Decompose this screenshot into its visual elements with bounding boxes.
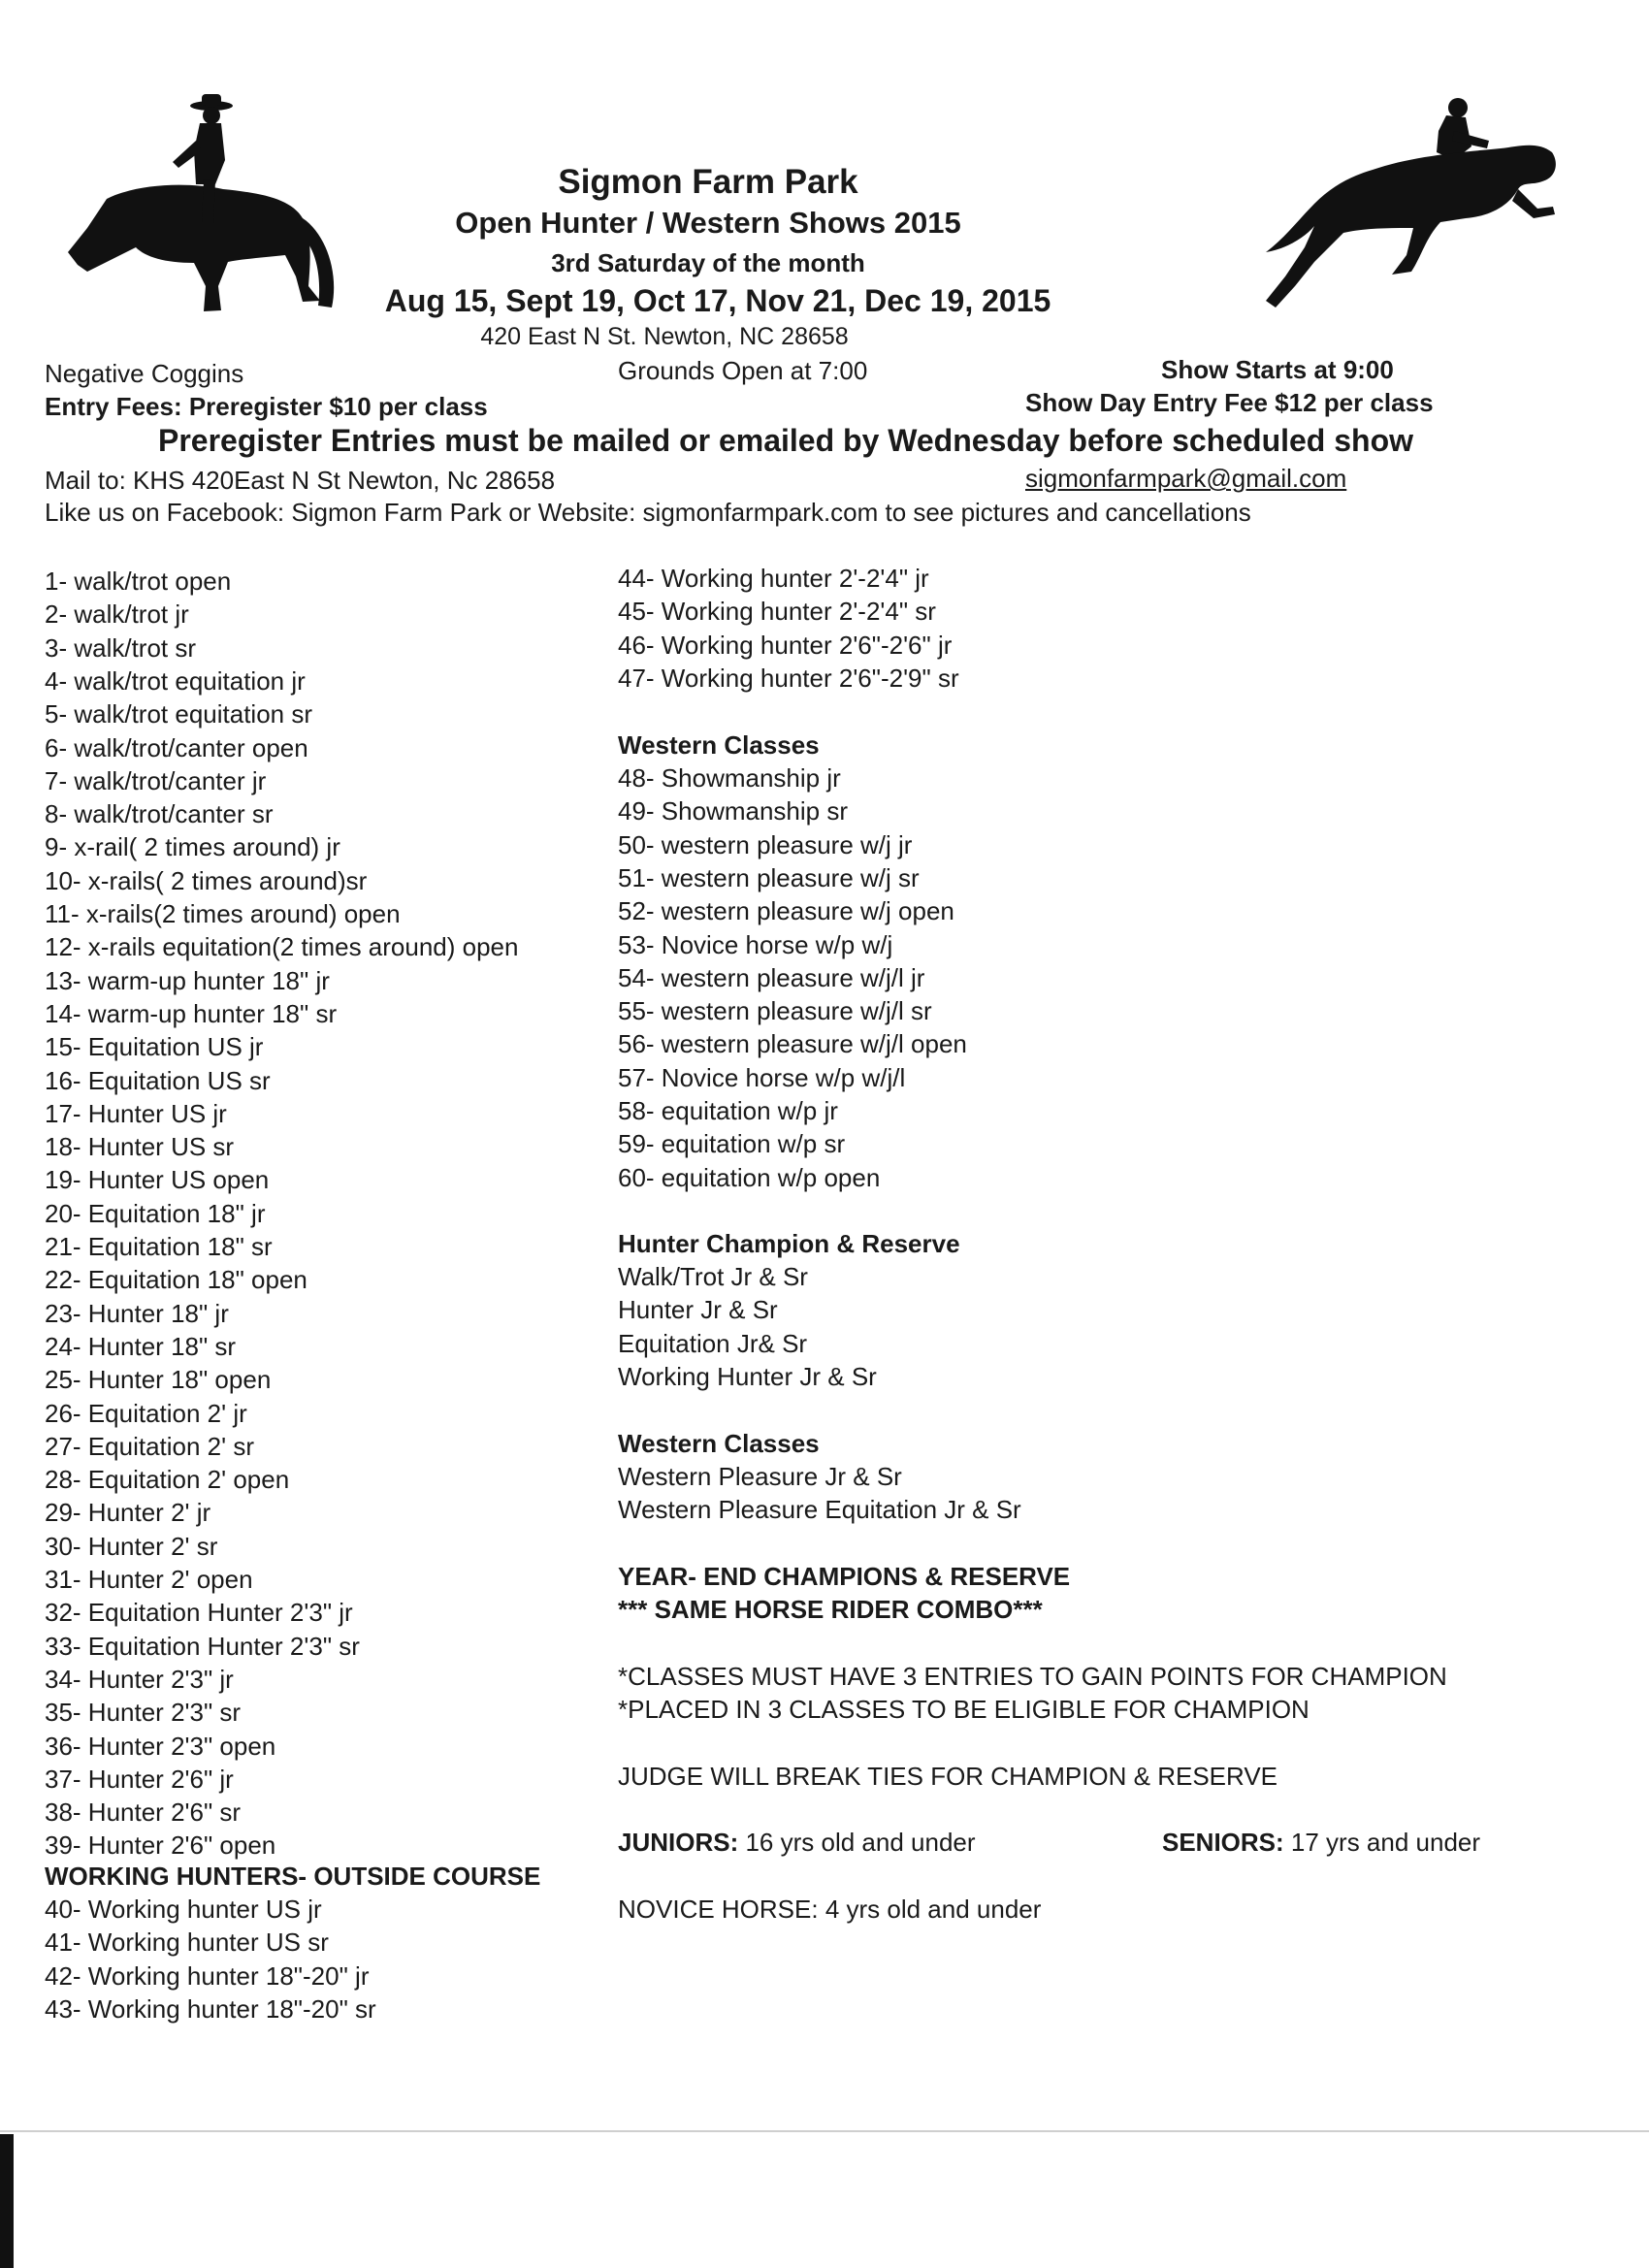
class-item: 54- western pleasure w/j/l jr: [618, 962, 925, 992]
class-item: 47- Working hunter 2'6"-2'9" sr: [618, 663, 959, 693]
class-item: 5- walk/trot equitation sr: [45, 699, 313, 729]
class-item: 25- Hunter 18" open: [45, 1365, 272, 1395]
class-item: 27- Equitation 2' sr: [45, 1431, 254, 1461]
class-item: 48- Showmanship jr: [618, 763, 841, 793]
show-day-fee: Show Day Entry Fee $12 per class: [1025, 388, 1434, 417]
year-end-heading: YEAR- END CHAMPIONS & RESERVE: [618, 1562, 1071, 1591]
class-item: 38- Hunter 2'6" sr: [45, 1798, 242, 1828]
page-bottom-rule: [0, 2130, 1649, 2132]
class-item: 24- Hunter 18" sr: [45, 1331, 237, 1361]
class-item: 8- walk/trot/canter sr: [45, 799, 274, 829]
class-item: 7- walk/trot/canter jr: [45, 765, 267, 795]
class-item: 56- western pleasure w/j/l open: [618, 1029, 967, 1059]
class-item: 32- Equitation Hunter 2'3" jr: [45, 1598, 353, 1628]
class-item: 15- Equitation US jr: [45, 1032, 264, 1062]
judge-ties: JUDGE WILL BREAK TIES FOR CHAMPION & RESERVE: [618, 1762, 1277, 1791]
class-item: 2- walk/trot jr: [45, 599, 189, 630]
western-champion-heading: Western Classes: [618, 1429, 820, 1458]
class-item: 35- Hunter 2'3" sr: [45, 1698, 242, 1728]
class-item: 3- walk/trot sr: [45, 632, 197, 663]
class-item: 4- walk/trot equitation jr: [45, 665, 306, 696]
class-item: 43- Working hunter 18"-20" sr: [45, 1993, 376, 2024]
show-dates: Aug 15, Sept 19, Oct 17, Nov 21, Dec 19, 2015: [384, 283, 1051, 318]
rule-three-entries: *CLASSES MUST HAVE 3 ENTRIES TO GAIN POINTS FOR CHAMPION: [618, 1662, 1447, 1691]
class-item: 11- x-rails(2 times around) open: [45, 899, 401, 928]
western-classes-heading: Western Classes: [618, 730, 820, 760]
class-item: 36- Hunter 2'3" open: [45, 1731, 276, 1761]
class-item: 23- Hunter 18" jr: [45, 1298, 229, 1328]
class-item: 9- x-rail( 2 times around) jr: [45, 832, 340, 862]
class-item: 55- western pleasure w/j/l sr: [618, 996, 932, 1026]
class-item: Walk/Trot Jr & Sr: [618, 1262, 808, 1291]
juniors-text: 16 yrs old and under: [738, 1828, 976, 1857]
page-subtitle: Open Hunter / Western Shows 2015: [455, 206, 961, 240]
class-item: 41- Working hunter US sr: [45, 1928, 329, 1958]
page-title: Sigmon Farm Park: [558, 163, 858, 201]
class-item: 39- Hunter 2'6" open: [45, 1831, 276, 1861]
class-item: 14- warm-up hunter 18" sr: [45, 998, 338, 1028]
juniors-age: [618, 1828, 976, 1858]
class-item: 50- western pleasure w/j jr: [618, 829, 913, 859]
class-item: 37- Hunter 2'6" jr: [45, 1764, 234, 1794]
class-item: 13- warm-up hunter 18" jr: [45, 965, 330, 995]
schedule-note: 3rd Saturday of the month: [551, 248, 865, 277]
class-item: 19- Hunter US open: [45, 1165, 270, 1195]
class-item: Equitation Jr& Sr: [618, 1328, 808, 1358]
class-item: 10- x-rails( 2 times around)sr: [45, 865, 368, 895]
class-item: Working Hunter Jr & Sr: [618, 1361, 877, 1391]
class-item: 16- Equitation US sr: [45, 1065, 271, 1095]
email-link[interactable]: sigmonfarmpark@gmail.com: [1025, 464, 1347, 493]
juniors-label: JUNIORS:: [618, 1828, 739, 1857]
class-item: 51- western pleasure w/j sr: [618, 862, 920, 892]
class-item: 46- Working hunter 2'6"-2'6" jr: [618, 630, 953, 660]
class-item: 49- Showmanship sr: [618, 796, 848, 826]
class-item: 52- western pleasure w/j open: [618, 896, 954, 926]
novice-horse-age: NOVICE HORSE: 4 yrs old and under: [618, 1895, 1042, 1924]
class-item: 12- x-rails equitation(2 times around) open: [45, 932, 519, 962]
class-item: 17- Hunter US jr: [45, 1098, 227, 1128]
class-item: 28- Equitation 2' open: [45, 1465, 290, 1495]
mail-to: Mail to: KHS 420East N St Newton, Nc 28658: [45, 466, 556, 495]
class-item: 26- Equitation 2' jr: [45, 1398, 247, 1428]
class-item: 31- Hunter 2' open: [45, 1565, 253, 1594]
facebook-website: Like us on Facebook: Sigmon Farm Park or Website: sigmonfarmpark.com to see pictures and cancellations: [45, 498, 1251, 527]
class-item: 40- Working hunter US jr: [45, 1895, 322, 1924]
class-item: 29- Hunter 2' jr: [45, 1498, 211, 1528]
class-item: 53- Novice horse w/p w/j: [618, 929, 893, 959]
seniors-label: SENIORS:: [1162, 1828, 1284, 1857]
grounds-open: Grounds Open at 7:00: [618, 356, 868, 385]
class-item: Western Pleasure Equitation Jr & Sr: [618, 1495, 1021, 1525]
seniors-text: 17 yrs and under: [1283, 1828, 1481, 1857]
show-starts: Show Starts at 9:00: [1161, 355, 1394, 384]
class-item: 1- walk/trot open: [45, 567, 232, 596]
class-item: 57- Novice horse w/p w/j/l: [618, 1062, 906, 1092]
class-item: 33- Equitation Hunter 2'3" sr: [45, 1631, 360, 1661]
preregister-notice: Preregister Entries must be mailed or emailed by Wednesday before scheduled show: [157, 423, 1414, 458]
class-item: 34- Hunter 2'3" jr: [45, 1664, 234, 1694]
entry-fees: Entry Fees: Preregister $10 per class: [45, 392, 488, 421]
class-item: 22- Equitation 18" open: [45, 1265, 307, 1295]
same-horse-rider-combo: *** SAME HORSE RIDER COMBO***: [618, 1595, 1043, 1624]
class-item: 44- Working hunter 2'-2'4" jr: [618, 564, 929, 593]
seniors-age: [1162, 1828, 1480, 1858]
scan-edge: [0, 2134, 14, 2268]
address: 420 East N St. Newton, NC 28658: [480, 323, 849, 350]
class-item: 60- equitation w/p open: [618, 1162, 881, 1192]
class-item: 42- Working hunter 18"-20" jr: [45, 1960, 370, 1991]
class-item: Hunter Jr & Sr: [618, 1295, 778, 1325]
class-item: 30- Hunter 2' sr: [45, 1531, 218, 1561]
rule-three-classes: *PLACED IN 3 CLASSES TO BE ELIGIBLE FOR CHAMPION: [618, 1695, 1310, 1724]
class-item: 59- equitation w/p sr: [618, 1129, 846, 1159]
class-item: 21- Equitation 18" sr: [45, 1232, 273, 1261]
class-item: 6- walk/trot/canter open: [45, 732, 308, 762]
class-item: 58- equitation w/p jr: [618, 1096, 838, 1125]
negative-coggins: Negative Coggins: [45, 359, 244, 388]
hunter-champion-heading: Hunter Champion & Reserve: [618, 1229, 960, 1258]
class-item: 18- Hunter US sr: [45, 1132, 235, 1162]
class-item: 45- Working hunter 2'-2'4" sr: [618, 597, 936, 627]
class-item: Western Pleasure Jr & Sr: [618, 1462, 902, 1491]
working-hunters-heading: WORKING HUNTERS- OUTSIDE COURSE: [45, 1862, 541, 1891]
class-item: 20- Equitation 18" jr: [45, 1198, 266, 1228]
